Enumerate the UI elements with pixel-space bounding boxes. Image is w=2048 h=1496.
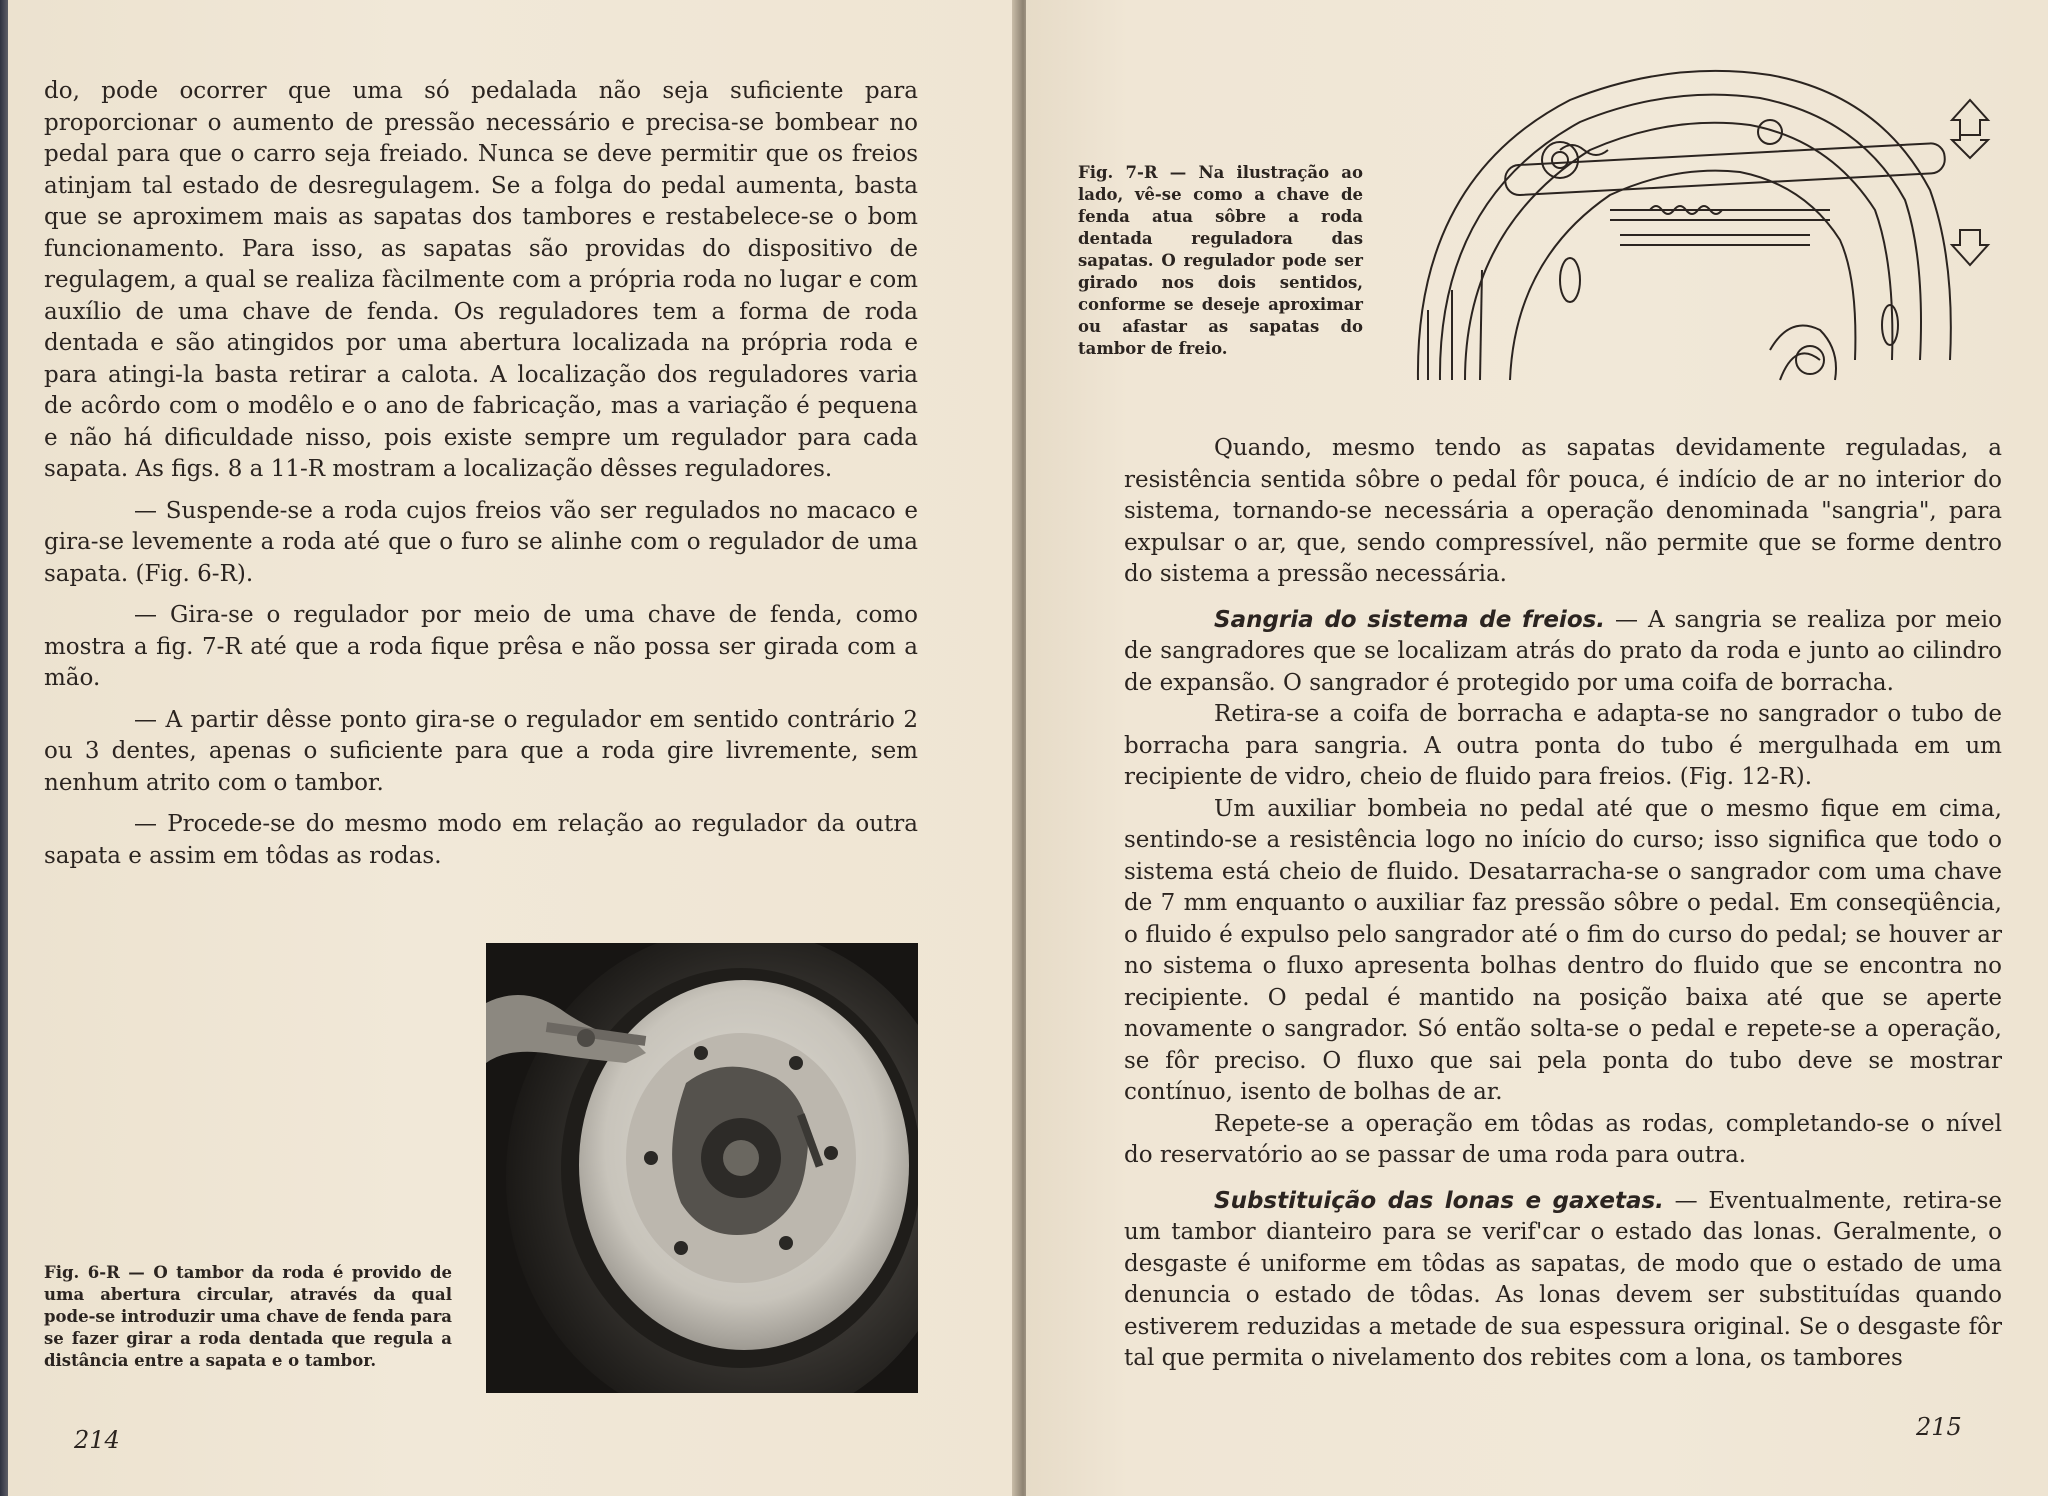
section-lead: — A sangria se realiza por meio de sangradores que se localizam atrás do prato da roda e junto ao cilindro de expansão. O sangrador é protegido por uma coifa de borracha. bbox=[1124, 606, 2002, 696]
right-page-body bbox=[1124, 433, 2002, 1375]
paragraph: Retira-se a coifa de borracha e adapta-se no sangrador o tubo de borracha para sangria. A outra ponta do tubo é mergulhada em um recipiente de vidro, cheio de fluido para freios. (Fig. 12-R). bbox=[1124, 701, 2002, 790]
section-lead: — Eventualmente, retira-se um tambor dianteiro para se verif'car o estado das lonas. Geralmente, o desgaste é uniforme em tôdas as sapatas, de modo que o estado de uma denuncia o estado de tôdas. As lonas devem ser substituídas quando estiverem reduzidas a metade de sua espessura original. Se o desgaste fôr tal que permita o nivelamento dos rebites com a lona, os tambores bbox=[1124, 1187, 2002, 1371]
page-number: 214 bbox=[74, 1426, 120, 1454]
paragraph: do, pode ocorrer que uma só pedalada não seja suficiente para proporcionar o aumento de pressão necessário e precisa-se bombear no pedal para que o carro seja freiado. Nunca se deve permitir que os freios atinjam tal estado de desregulagem. Se a folga do pedal aumenta, basta que se aproximem mais as sapatas dos tambores e restabelece-se o bom funcionamento. Para isso, as sapatas são providas do dispositivo de regulagem, a qual se realiza fàcilmente com a própria roda no lugar e com auxílio de uma chave de fenda. Os reguladores tem a forma de roda dentada e são atingidos por uma abertura localizada na própria roda e para atingi-la basta retirar a calota. A localização dos reguladores varia de acôrdo com o modêlo e o ano de fabricação, mas a variação é pequena e não há dificuldade nisso, pois existe sempre um regulador para cada sapata. As figs. 8 a 11-R mostram a localização dêsses reguladores. bbox=[44, 78, 918, 482]
section-heading: Substituição das lonas e gaxetas. bbox=[1214, 1187, 1664, 1214]
section-heading: Sangria do sistema de freios. bbox=[1214, 606, 1606, 633]
paragraph: — Procede-se do mesmo modo em relação ao regulador da outra sapata e assim em tôdas as rodas. bbox=[44, 811, 918, 869]
figure-label: Fig. 6-R — bbox=[44, 1263, 145, 1282]
paragraph: — Suspende-se a roda cujos freios vão ser regulados no macaco e gira-se levemente a roda até que o furo se alinhe com o regulador de uma sapata. (Fig. 6-R). bbox=[44, 497, 918, 587]
wheel-photo-illustration bbox=[486, 943, 918, 1393]
figure-caption bbox=[44, 1262, 452, 1372]
paragraph: Quando, mesmo tendo as sapatas devidamente reguladas, a resistência sentida sôbre o pedal fôr pouca, é indício de ar no interior do sistema, tornando-se necessária a operação denominada "sangria", para expulsar o ar, que, sendo compressível, não permite que se forme dentro do sistema a pressão necessária. bbox=[1124, 435, 2002, 587]
paragraph: — Gira-se o regulador por meio de uma chave de fenda, como mostra a fig. 7-R até que a roda fique prêsa e não possa ser girada com a mão. bbox=[44, 602, 918, 691]
paragraph: Um auxiliar bombeia no pedal até que o mesmo fique em cima, sentindo-se a resistência logo no início do curso; isso significa que todo o sistema está cheio de fluido. Desatarracha-se o sangrador com uma chave de 7 mm enquanto o auxiliar faz pressão sôbre o pedal. Em conseqüência, o fluido é expulso pelo sangrador até o fim do curso do pedal; se houver ar no sistema o fluxo apresenta bolhas dentro do fluido que se encontra no recipiente. O pedal é mantido na posição baixa até que se aperte novamente o sangrador. Só então solta-se o pedal e repete-se a operação, se fôr preciso. O fluxo que sai pela ponta do tubo deve se mostrar contínuo, isento de bolhas de ar. bbox=[1124, 795, 2002, 1105]
paragraph: — A partir dêsse ponto gira-se o regulador em sentido contrário 2 ou 3 dentes, apenas o suficiente para que a roda gire livremente, sem nenhum atrito com o tambor. bbox=[44, 706, 918, 796]
figure-caption bbox=[1078, 162, 1363, 360]
brake-drum-drawing bbox=[1410, 60, 2010, 400]
section-linings bbox=[1124, 1186, 2002, 1375]
section-bleeding bbox=[1124, 605, 2002, 700]
paragraph: Repete-se a operação em tôdas as rodas, completando-se o nível do reservatório ao se passar de uma roda para outra. bbox=[1124, 1110, 2002, 1168]
page-number: 215 bbox=[1916, 1413, 1962, 1441]
brake-drum-illustration bbox=[1410, 60, 2010, 400]
wheel-photo bbox=[486, 943, 918, 1393]
figure-caption-text: O tambor da roda é provido de uma abertura circular, através da qual pode-se introduzir uma chave de fenda para se fazer girar a roda dentada que regula a distância entre a sapata e o tambor. bbox=[44, 1263, 453, 1370]
figure-label: Fig. 7-R — bbox=[1078, 163, 1187, 182]
left-page-body bbox=[44, 76, 918, 872]
figure-caption-text: Na ilustração ao lado, vê-se como a chave de fenda atua sôbre a roda dentada reguladora das sapatas. O regulador pode ser girado nos dois sentidos, conforme se deseje aproximar ou afastar as sapatas do tambor de freio. bbox=[1078, 163, 1363, 358]
